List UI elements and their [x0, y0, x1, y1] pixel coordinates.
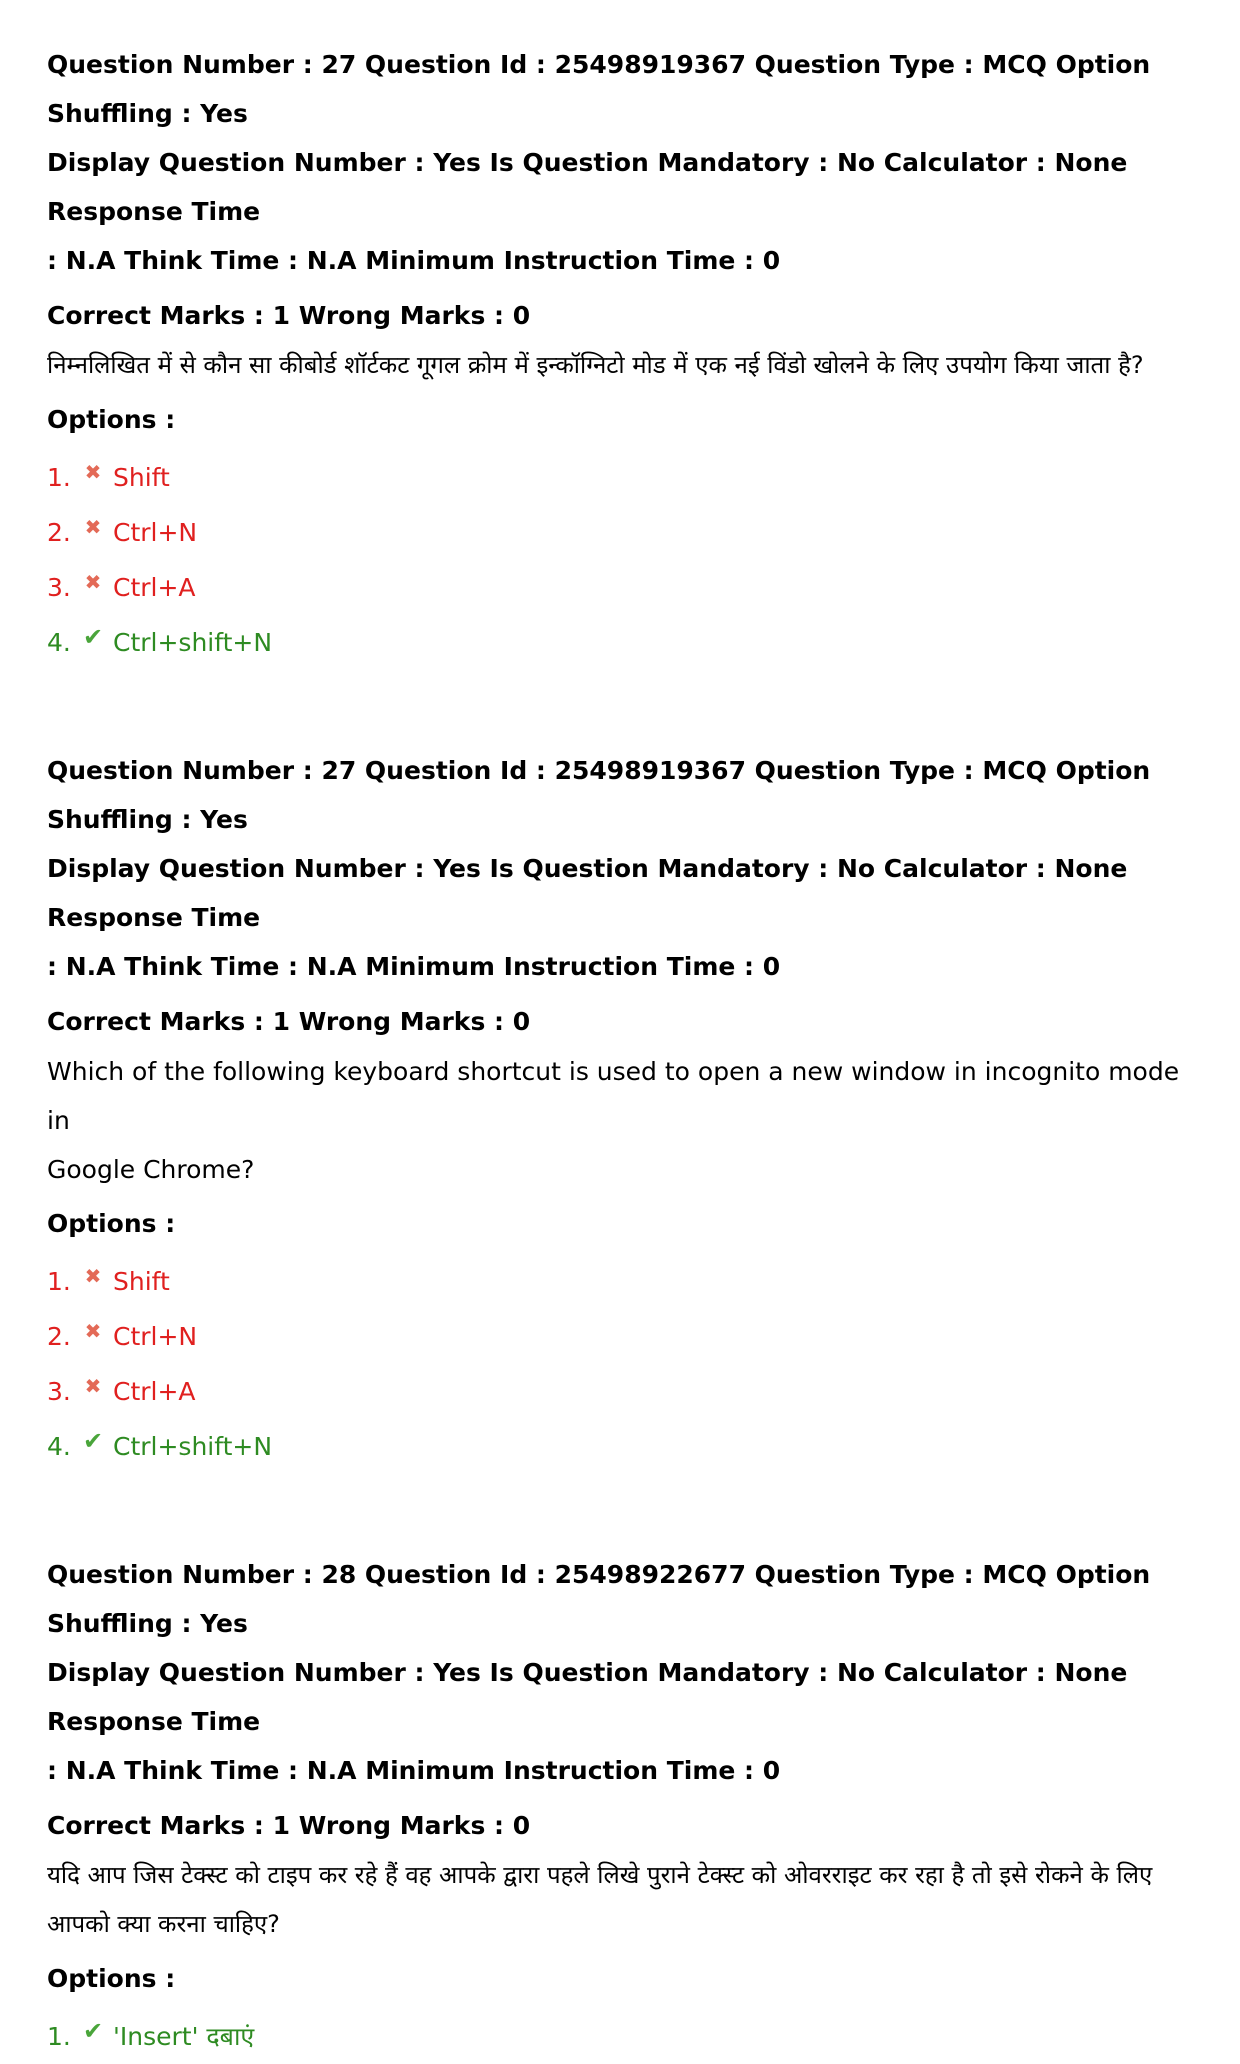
option-label: Ctrl+N — [113, 517, 198, 547]
question-text-line: Which of the following keyboard shortcut is used to open a new window in incognito mode in — [47, 1057, 1180, 1135]
question-text — [47, 1851, 1207, 1949]
option-item — [47, 615, 1207, 670]
option-number: 1. — [47, 2021, 71, 2051]
options-list — [47, 1254, 1207, 1474]
option-label: Ctrl+shift+N — [113, 627, 273, 657]
meta-line: Display Question Number : Yes Is Question Mandatory : No Calculator : None Response Time — [47, 148, 1128, 226]
option-item — [47, 1309, 1207, 1364]
question-text-line: Google Chrome? — [47, 1155, 255, 1184]
question-paper — [47, 40, 1207, 2064]
cross-icon: ✖ — [84, 459, 102, 484]
option-item — [47, 1419, 1207, 1474]
options-list — [47, 2009, 1207, 2064]
meta-line: : N.A Think Time : N.A Minimum Instruction Time : 0 — [47, 1756, 781, 1785]
check-icon: ✔ — [82, 2016, 104, 2045]
marks-line: Correct Marks : 1 Wrong Marks : 0 — [47, 1811, 531, 1840]
options-label: Options : — [47, 1964, 176, 1993]
option-item — [47, 2009, 1207, 2064]
option-label: Shift — [113, 1266, 170, 1296]
option-label: 'Insert' दबाएं — [113, 2021, 255, 2051]
option-number: 4. — [47, 627, 71, 657]
question-text-line: निम्नलिखित में से कौन सा कीबोर्ड शॉर्टकट गूगल क्रोम में इन्कॉग्निटो मोड में एक नई विंडो खोलने के लिए उपयोग किया जाता है? — [47, 351, 1144, 379]
question-text-line: यदि आप जिस टेक्स्ट को टाइप कर रहे हैं वह आपके द्वारा पहले लिखे पुराने टेक्स्ट को ओवरराइट कर रहा है तो इसे रोकने के लिए — [47, 1861, 1153, 1889]
option-label: Shift — [113, 462, 170, 492]
options-label: Options : — [47, 405, 176, 434]
question-text — [47, 1047, 1207, 1194]
check-icon: ✔ — [82, 1426, 104, 1455]
meta-line: Display Question Number : Yes Is Question Mandatory : No Calculator : None Response Time — [47, 1658, 1128, 1736]
option-item — [47, 1364, 1207, 1419]
option-item — [47, 505, 1207, 560]
options-list — [47, 450, 1207, 670]
meta-line: : N.A Think Time : N.A Minimum Instruction Time : 0 — [47, 952, 781, 981]
option-number: 4. — [47, 1431, 71, 1461]
options-label: Options : — [47, 1209, 176, 1238]
option-number: 1. — [47, 462, 71, 492]
marks-line: Correct Marks : 1 Wrong Marks : 0 — [47, 1007, 531, 1036]
meta-line: Question Number : 28 Question Id : 25498922677 Question Type : MCQ Option Shuffling : Yes — [47, 1560, 1151, 1638]
option-item — [47, 560, 1207, 615]
option-label: Ctrl+A — [113, 572, 196, 602]
option-label: Ctrl+A — [113, 1376, 196, 1406]
block-spacer — [47, 1474, 1207, 1550]
cross-icon: ✖ — [84, 569, 102, 594]
question-meta — [47, 40, 1207, 285]
cross-icon: ✖ — [84, 1263, 102, 1288]
question-text-line: आपको क्या करना चाहिए? — [47, 1910, 280, 1938]
question-block-2 — [47, 746, 1207, 1474]
cross-icon: ✖ — [84, 1318, 102, 1343]
meta-line: Question Number : 27 Question Id : 25498919367 Question Type : MCQ Option Shuffling : Yes — [47, 756, 1151, 834]
question-block-1 — [47, 40, 1207, 670]
meta-line: : N.A Think Time : N.A Minimum Instruction Time : 0 — [47, 246, 781, 275]
meta-line: Display Question Number : Yes Is Question Mandatory : No Calculator : None Response Time — [47, 854, 1128, 932]
option-number: 3. — [47, 572, 71, 602]
option-number: 2. — [47, 1321, 71, 1351]
cross-icon: ✖ — [84, 514, 102, 539]
block-spacer — [47, 670, 1207, 746]
marks-line: Correct Marks : 1 Wrong Marks : 0 — [47, 301, 531, 330]
question-text — [47, 341, 1207, 390]
option-label: Ctrl+shift+N — [113, 1431, 273, 1461]
option-number: 3. — [47, 1376, 71, 1406]
question-block-3 — [47, 1550, 1207, 2064]
option-item — [47, 450, 1207, 505]
question-meta — [47, 1550, 1207, 1795]
option-number: 2. — [47, 517, 71, 547]
option-item — [47, 1254, 1207, 1309]
question-meta — [47, 746, 1207, 991]
check-icon: ✔ — [82, 622, 104, 651]
option-number: 1. — [47, 1266, 71, 1296]
meta-line: Question Number : 27 Question Id : 25498919367 Question Type : MCQ Option Shuffling : Yes — [47, 50, 1151, 128]
option-label: Ctrl+N — [113, 1321, 198, 1351]
cross-icon: ✖ — [84, 1373, 102, 1398]
